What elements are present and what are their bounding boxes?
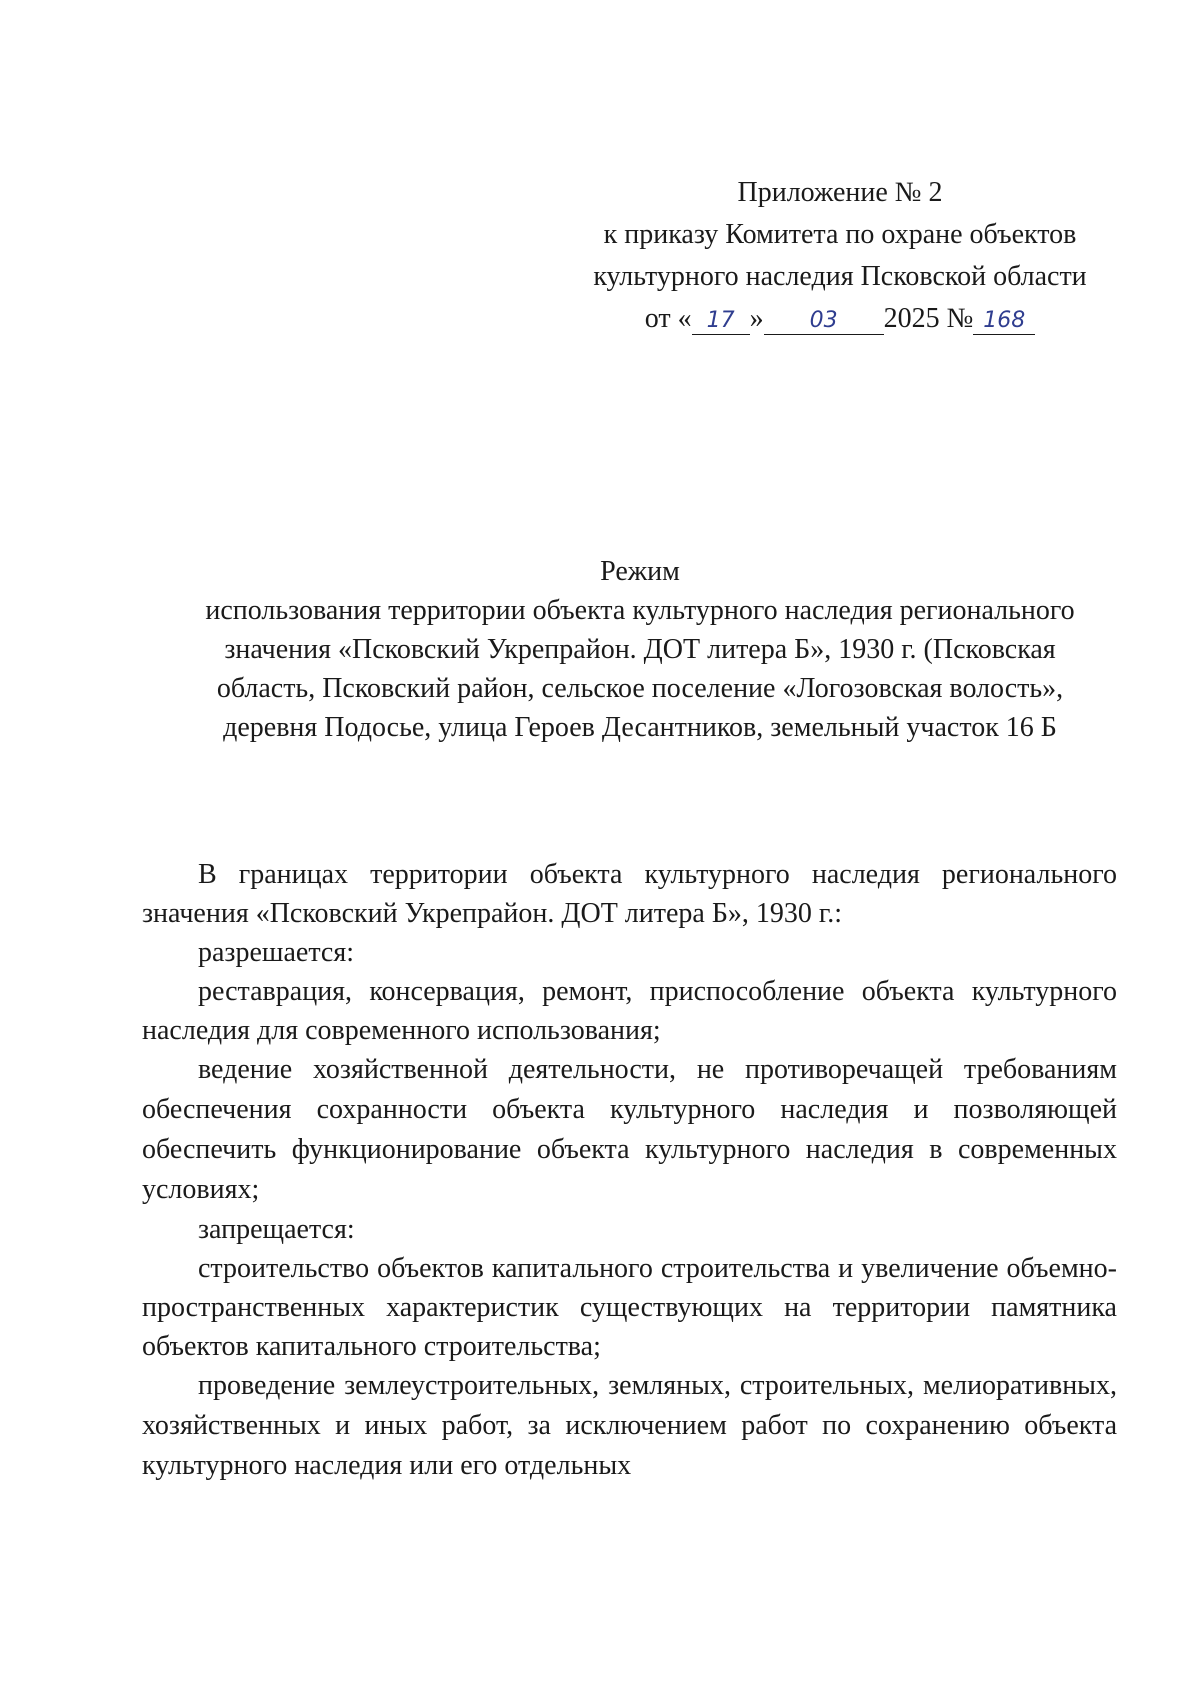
document-body <box>142 855 1117 1486</box>
body-permitted-item-1: реставрация, консервация, ремонт, приспособление объекта культурного наследия для современного использования; <box>142 976 1117 1046</box>
title-line-3: область, Псковский район, сельское поселение «Логозовская волость», <box>216 673 1064 704</box>
appendix-order-ref: к приказу Комитета по охране объектов <box>603 219 1077 250</box>
body-permitted-heading: разрешается: <box>198 937 354 968</box>
date-mid: » <box>749 303 764 334</box>
body-prohibited-heading: запрещается: <box>198 1214 355 1245</box>
document-title <box>160 552 1120 747</box>
date-prefix: от « <box>644 303 692 334</box>
title-heading: Режим <box>600 556 680 587</box>
body-paragraph-intro: В границах территории объекта культурного наследия регионального значения «Псковский Укрепрайон. ДОТ литера Б», 1930 г.: <box>142 859 1117 929</box>
title-line-4: деревня Подосье, улица Героев Десантников, земельный участок 16 Б <box>223 712 1057 743</box>
title-line-2: значения «Псковский Укрепрайон. ДОТ литера Б», 1930 г. (Псковская <box>224 634 1056 665</box>
body-prohibited-item-1: строительство объектов капитального строительства и увеличение объемно-пространственных характеристик существующих на территории памятника объектов капитального строительства; <box>142 1253 1117 1362</box>
appendix-committee: культурного наследия Псковской области <box>593 261 1087 292</box>
body-prohibited-item-2: проведение землеустроительных, земляных, строительных, мелиоративных, хозяйственных и иных работ, за исключением работ по сохранению объекта культурного наследия или его отдельных <box>142 1370 1117 1481</box>
handwritten-month: 03 <box>764 308 884 335</box>
title-line-1: использования территории объекта культурного наследия регионального <box>205 595 1075 626</box>
appendix-number: Приложение № 2 <box>737 177 943 208</box>
body-permitted-item-2: ведение хозяйственной деятельности, не противоречащей требованиям обеспечения сохранности объекта культурного наследия и позволяющей обеспечить функционирование объекта культурного наследия в современных условиях; <box>142 1054 1117 1205</box>
order-year: 2025 № <box>883 303 974 334</box>
order-date-line <box>560 298 1120 340</box>
appendix-header <box>560 172 1120 340</box>
handwritten-day: 17 <box>692 308 750 335</box>
handwritten-order-number: 168 <box>973 308 1035 335</box>
